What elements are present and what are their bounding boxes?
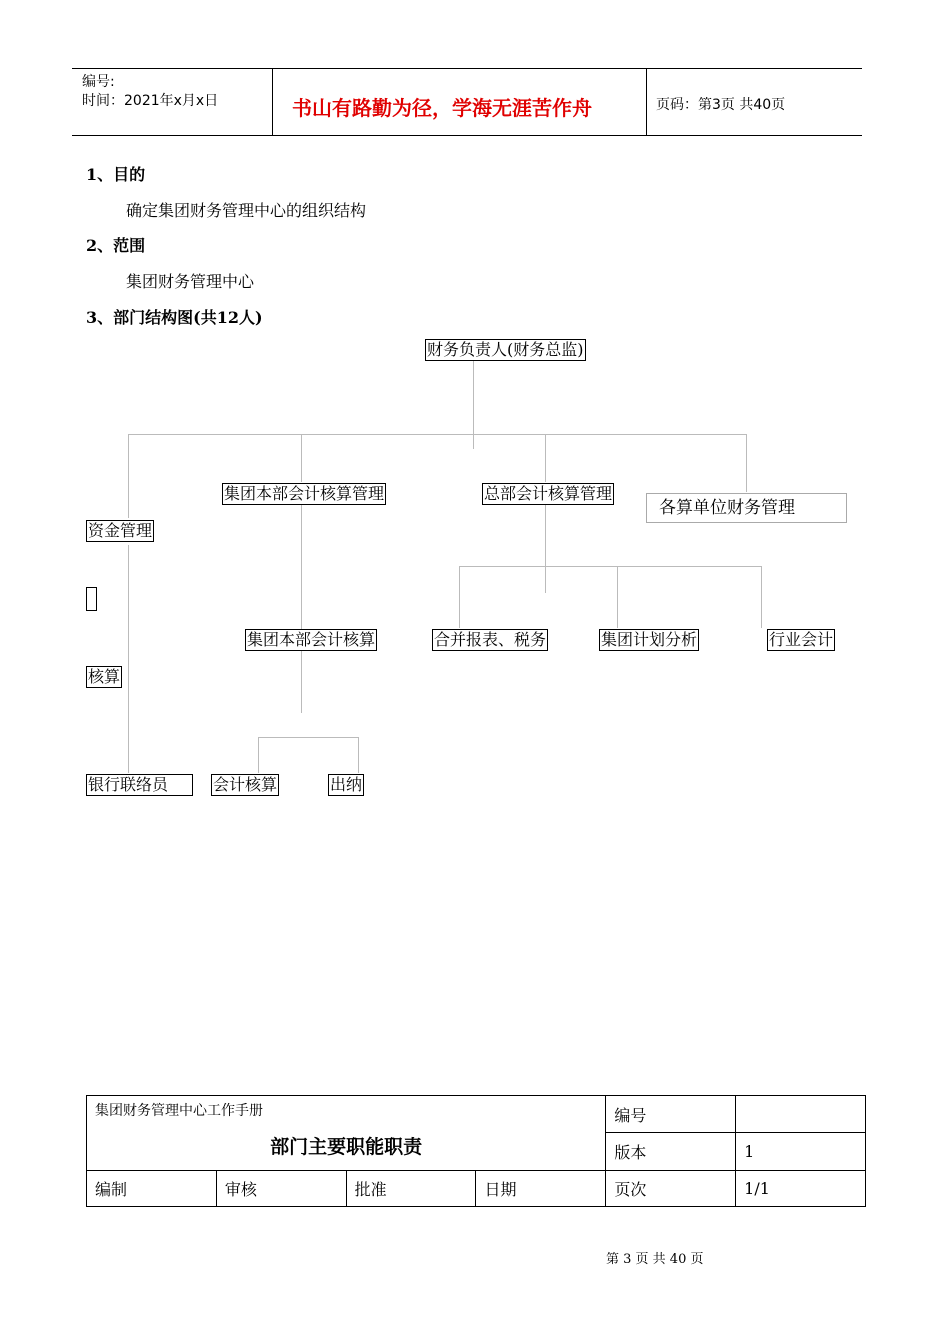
date-label: 日期 xyxy=(476,1171,606,1207)
connector-level2-bar xyxy=(128,434,746,435)
org-group-hq-accounting-box: 集团本部会计核算 xyxy=(247,630,376,649)
manual-info-table xyxy=(86,1095,866,1207)
header-time-label: 时间：2021年x月x日 xyxy=(82,93,219,109)
connector-consolidated xyxy=(459,566,460,628)
org-hq-mgmt-box: 总部会计核算管理 xyxy=(484,484,613,503)
page-value: 1/1 xyxy=(736,1171,866,1207)
org-consolidated-tax-box: 合并报表、税务 xyxy=(434,630,547,649)
org-bank-liaison-box: 银行联络员 xyxy=(86,774,193,796)
connector-units-mgmt xyxy=(746,434,747,492)
review-label: 审核 xyxy=(216,1171,346,1207)
version-value: 1 xyxy=(736,1133,866,1171)
connector-cashier xyxy=(358,737,359,773)
page-label: 页次 xyxy=(606,1171,736,1207)
connector-industry xyxy=(761,566,762,628)
connector-funds-down xyxy=(128,545,129,773)
header-divider-2 xyxy=(646,68,647,136)
org-accounting-box: 会计核算 xyxy=(213,775,278,794)
org-cashier-box: 出纳 xyxy=(330,775,363,794)
section-3-heading: 3、部门结构图(共12人) xyxy=(86,308,263,327)
header-bottom-rule xyxy=(72,135,862,136)
edit-label: 编制 xyxy=(87,1171,217,1207)
doc-title: 部门主要职能职责 xyxy=(270,1136,423,1158)
org-funds-box: 资金管理 xyxy=(88,521,153,540)
connector-funds xyxy=(128,434,129,518)
org-fragment-box: 核算 xyxy=(88,667,121,686)
org-empty-placeholder-box xyxy=(86,587,97,611)
org-group-planning-box: 集团计划分析 xyxy=(601,630,698,649)
org-industry-accounting-box: 行业会计 xyxy=(769,630,834,649)
section-1-heading: 1、目的 xyxy=(86,165,146,184)
manual-title: 集团财务管理中心工作手册 xyxy=(95,1103,263,1119)
section-2-heading: 2、范围 xyxy=(86,236,146,255)
org-units-mgmt-box: 各算单位财务管理 xyxy=(646,493,847,523)
connector-group-hq-down xyxy=(301,505,302,713)
connector-accounting xyxy=(258,737,259,773)
connector-hq-down xyxy=(545,505,546,593)
manual-title-cell xyxy=(87,1096,606,1171)
connector-group-hq-mgmt xyxy=(301,434,302,482)
connector-root-down xyxy=(473,361,474,449)
header-page-label: 页码：第3页 共40页 xyxy=(656,97,786,113)
org-root-box: 财务负责人(财务总监) xyxy=(427,340,584,359)
header-number-label: 编号: xyxy=(82,74,115,90)
connector-level3-bar xyxy=(459,566,762,567)
connector-planning xyxy=(617,566,618,628)
approve-label: 批准 xyxy=(346,1171,476,1207)
footer-page-number: 第 3 页 共 40 页 xyxy=(606,1252,704,1267)
number-value xyxy=(736,1096,866,1133)
header-top-rule xyxy=(72,68,862,69)
header-motto: 书山有路勤为径，学海无涯苦作舟 xyxy=(292,96,592,120)
connector-level4-bar xyxy=(258,737,359,738)
connector-hq-mgmt xyxy=(545,434,546,482)
header-divider-1 xyxy=(272,68,273,136)
section-1-content: 确定集团财务管理中心的组织结构 xyxy=(126,201,367,220)
number-label: 编号 xyxy=(606,1096,736,1133)
version-label: 版本 xyxy=(606,1133,736,1171)
section-2-content: 集团财务管理中心 xyxy=(126,272,255,291)
org-group-hq-mgmt-box: 集团本部会计核算管理 xyxy=(224,484,385,503)
